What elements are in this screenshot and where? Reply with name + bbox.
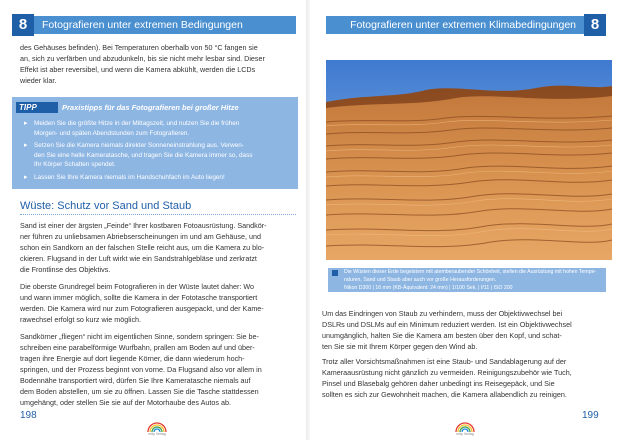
text-line: Effekt ist aber reversibel, und wenn die Kamera abkühlt, werden die LCDs <box>20 65 256 74</box>
text-line: DSLRs und DSLMs auf ein Minimum reduziert werden. Ist ein Objektivwechsel <box>322 320 572 329</box>
text-line: Trotz aller Vorsichtsmaßnahmen ist eine Staub- und Sandablagerung auf der <box>322 357 567 366</box>
running-header-title: Fotografieren unter extremen Klimabedingungen <box>350 19 576 31</box>
text-line: schreiben eine parabelförmige Wurfbahn, prallen am Boden auf und über- <box>20 343 255 352</box>
text-line: Sandkörner „fliegen“ nicht im eigentlichen Sinne, sondern springen: Sie be- <box>20 332 259 341</box>
text-line: werden. Die Kamera wird nur zum Fotografieren ausgepackt, und der Kame- <box>20 304 264 313</box>
text-line: des Gehäuses befinden). Bei Temperaturen oberhalb von 50 °C fangen sie <box>20 43 258 52</box>
tip-tag: TIPP <box>16 102 58 113</box>
text-line: Bodennähe transportiert wird, dürfen Sie Ihre Kameratasche niemals auf <box>20 376 251 385</box>
tip-item <box>34 173 292 183</box>
text-line: schon ein Sandkorn an der falschen Stelle reicht aus, um die Kamera zu blo- <box>20 243 265 252</box>
text-line: und wann immer möglich, sollte die Kamera in der Fototasche transportiert <box>20 293 258 302</box>
text-line: springen, und der Prozess beginnt von vorne. Da Flugsand also vor allem in <box>20 365 262 374</box>
publisher-logo-text: mitp Verlag <box>148 432 166 436</box>
tip-box <box>12 97 298 189</box>
text-line: an, sich zu verfärben und abzudunkeln, bis sie nicht mehr lesbar sind. Dieser <box>20 54 265 63</box>
text-line: Pinsel und Blasebalg gehören daher unbedingt ins Reisegepäck, und Sie <box>322 379 555 388</box>
text-line: ten Sie sie mit Ihrem Körper gegen den Wind ab. <box>322 342 478 351</box>
right-page-header <box>326 16 606 34</box>
tip-line: ▸ Setzen Sie die Kamera niemals direkter Sonneneinstrahlung aus. Verwen- <box>34 142 244 149</box>
chapter-number: 8 <box>584 14 606 36</box>
section-divider <box>20 214 296 215</box>
publisher-logo-text: mitp Verlag <box>456 432 474 436</box>
left-page-header <box>12 16 296 34</box>
text-line: Um das Eindringen von Staub zu verhindern, muss der Objektivwechsel bei <box>322 309 563 318</box>
text-line: rawechsel erfolgt so kurz wie möglich. <box>20 315 142 324</box>
photo-caption <box>328 268 606 292</box>
text-line: dem Boden abstellen, um sie zu öffnen. Lassen Sie die Tasche stattdessen <box>20 387 259 396</box>
caption-exif: Nikon D300 | 16 mm (KB-Äquivalent: 24 mm) | 1/100 Sek. | f/11 | ISO 200 <box>344 284 513 291</box>
page-number: 198 <box>20 410 37 421</box>
tip-line: den Sie eine helle Kameratasche, und tragen Sie die Kamera immer so, dass <box>34 151 253 159</box>
text-line: ckieren. Flugsand in der Luft wirkt wie ein Sandstrahlgebläse und zerkratzt <box>20 254 257 263</box>
caption-line: raturen, Sand und Staub aber auch vor große Herausforderungen. <box>344 276 497 283</box>
tip-item <box>34 119 292 138</box>
tip-title: Praxistipps für das Fotografieren bei großer Hitze <box>62 103 239 112</box>
tip-line: Morgen- und späten Abendstunden zum Fotografieren. <box>34 129 190 137</box>
text-line: umgehängt, oder stellen Sie sie auf der Motorhaube des Autos ab. <box>20 398 231 407</box>
tip-line: Ihr Körper Schatten spendet. <box>34 161 116 168</box>
right-page <box>310 0 620 440</box>
text-line: wieder klar. <box>20 76 57 85</box>
caption-line: Die Wüsten dieser Erde begeistern mit atemberaubender Schönheit, stellen die Ausrüstung mit hohen Tempe- <box>344 269 597 275</box>
text-line: tragen ihre Energie auf dort liegende Körner, die dann wiederum hoch- <box>20 354 245 363</box>
running-header-title: Fotografieren unter extremen Bedingungen <box>42 19 243 31</box>
text-line: sollten es sich zur Gewohnheit machen, die Kamera allabendlich zu reinigen. <box>322 390 567 399</box>
text-line: Kameraausrüstung nicht gänzlich zu vermeiden. Reinigungszubehör wie Tuch, <box>322 368 572 377</box>
tip-item <box>34 141 292 170</box>
text-line: Die oberste Grundregel beim Fotografieren in der Wüste lautet daher: Wo <box>20 282 254 291</box>
text-line: die Frontlinse des Objektivs. <box>20 265 111 274</box>
chapter-number: 8 <box>12 14 34 36</box>
text-line: unumgänglich, halten Sie die Kamera am besten über den Kopf, und schat- <box>322 331 562 340</box>
text-line: Sand ist einer der ärgsten „Feinde“ Ihrer kostbaren Fotoausrüstung. Sandkör- <box>20 221 267 230</box>
sand-dunes-photo <box>326 60 612 260</box>
text-line: ner führen zu unliebsamen Abriebserscheinungen im und am Gehäuse, und <box>20 232 261 241</box>
caption-marker <box>332 270 338 276</box>
section-title: Wüste: Schutz vor Sand und Staub <box>20 200 192 212</box>
tip-line: ▸ Meiden Sie die größte Hitze in der Mittagszeit, und nutzen Sie die frühen <box>34 120 240 127</box>
page-number: 199 <box>582 410 599 421</box>
tip-line: ▸ Lassen Sie Ihre Kamera niemals im Handschuhfach im Auto liegen! <box>34 174 225 181</box>
